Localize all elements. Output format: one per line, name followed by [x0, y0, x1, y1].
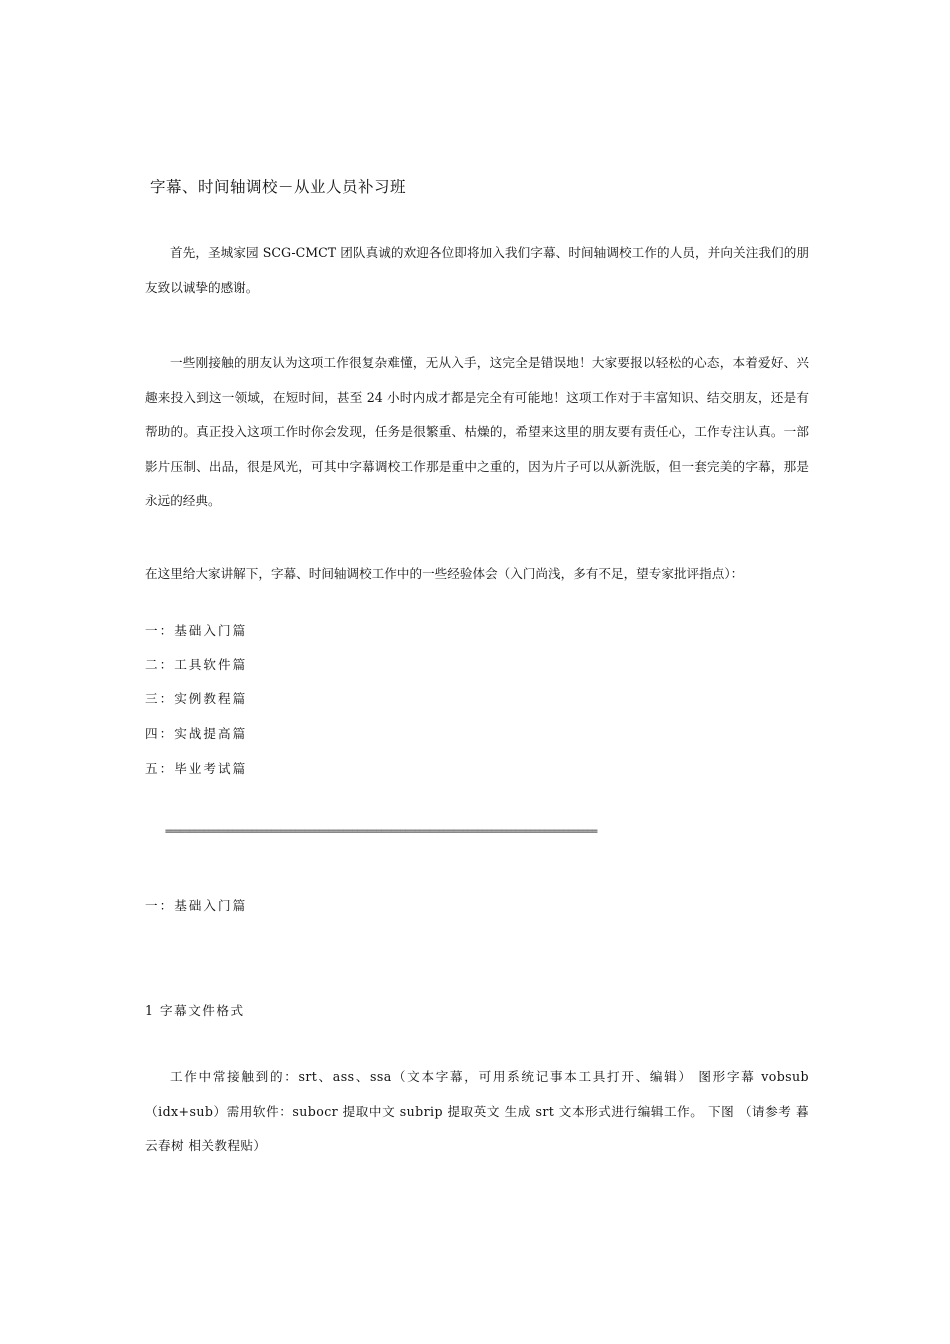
toc-item: 一：基础入门篇 [145, 623, 248, 638]
toc-item: 二：工具软件篇 [145, 657, 248, 672]
document-title: 字幕、时间轴调校－从业人员补习班 [150, 178, 407, 196]
formats-paragraph: 工作中常接触到的：srt、ass、ssa（文本字幕，可用系统记事本工具打开、编辑） 图形字幕 vobsub（idx+sub）需用软件：subocr 提取中文 subrip 提取英文 生成 srt 文本形式进行编辑工作。 下图 （请参考 暮云春树 相关教程贴） [145, 1069, 809, 1153]
lead-in-text: 在这里给大家讲解下，字幕、时间轴调校工作中的一些经验体会（入门尚浅，多有不足，望专家批评指点）： [145, 566, 744, 581]
section-heading: 一：基础入门篇 [145, 898, 248, 913]
subsection-heading: 1 字幕文件格式 [145, 1003, 245, 1018]
intro-paragraph: 首先，圣城家园 SCG-CMCT 团队真诚的欢迎各位即将加入我们字幕、时间轴调校工作的人员，并向关注我们的朋友致以诚挚的感谢。 [145, 245, 809, 295]
toc-item: 四：实战提高篇 [145, 726, 248, 741]
toc-item: 五：毕业考试篇 [145, 761, 248, 776]
toc-item: 三：实例教程篇 [145, 691, 248, 706]
section-separator: ========================================================================================== [165, 826, 597, 837]
body-paragraph: 一些刚接触的朋友认为这项工作很复杂难懂，无从入手，这完全是错误地！大家要报以轻松的心态，本着爱好、兴趣来投入到这一领域，在短时间，甚至 24 小时内成才都是完全有可能地！这项工作对于丰富知识、结交朋友，还是有帮助的。真正投入这项工作时你会发现，任务是很繁重、枯燥的，希望来这里的朋友要有责任心，工作专注认真。一部影片压制、出品，很是风光，可其中字幕调校工作那是重中之重的，因为片子可以从新洗版，但一套完美的字幕，那是永远的经典。 [145, 355, 809, 508]
